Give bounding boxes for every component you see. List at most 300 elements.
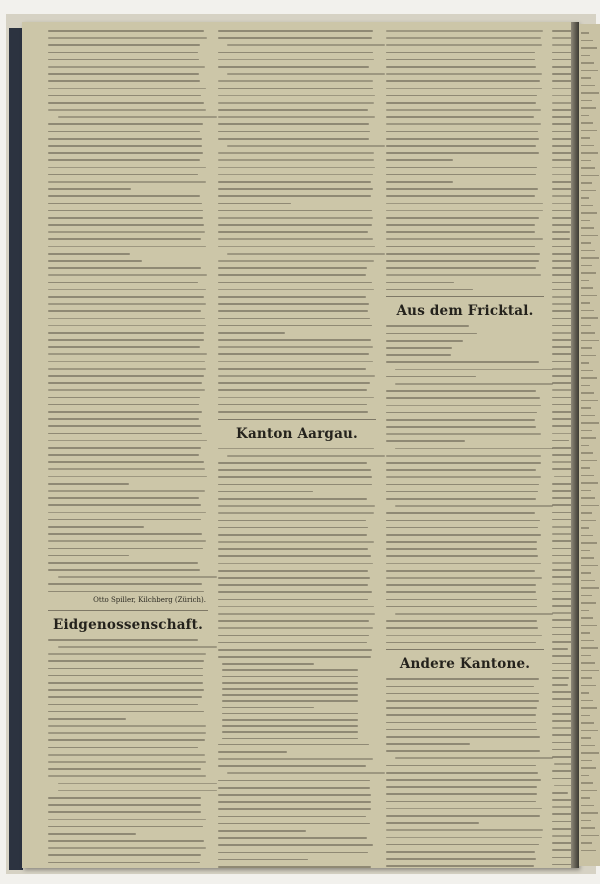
text-line [386,267,536,269]
text-line [386,591,536,593]
article-text-2 [48,639,208,868]
text-line [581,580,595,582]
text-line [386,548,537,550]
text-line [581,145,594,147]
text-line [218,613,375,615]
text-line [48,797,201,799]
text-line [386,253,540,255]
text-line [218,649,372,651]
text-line [386,347,452,349]
text-line [48,562,198,564]
text-line [581,835,599,837]
article-text-3 [218,30,376,413]
text-line [386,188,538,190]
text-line [48,88,206,90]
text-line [386,779,541,781]
text-line [386,476,541,478]
text-line [386,620,537,622]
text-line [581,47,597,49]
table-row [222,731,358,733]
article-text-6 [386,30,544,290]
text-line [581,115,589,117]
text-line [218,837,367,839]
text-line [581,362,589,364]
text-line [48,526,144,528]
text-line [218,584,368,586]
article-text-4 [218,448,376,658]
text-line [581,775,589,777]
text-line [48,411,202,413]
text-line [48,847,206,849]
text-line [581,700,593,702]
text-line [386,858,536,860]
text-line [48,52,198,54]
text-line [218,102,374,104]
text-line [48,310,201,312]
table-row [222,694,358,696]
text-line [218,375,375,377]
text-line [48,504,201,506]
text-line [386,642,536,644]
text-line [581,827,595,829]
text-line [386,289,473,291]
text-line [218,123,369,125]
text-line [227,253,385,255]
text-line [581,527,589,529]
text-line [581,280,589,282]
table-row [222,707,314,709]
text-line [218,238,373,240]
text-line [386,246,535,248]
text-line [386,844,539,846]
text-line [386,534,541,536]
text-line [581,790,597,792]
text-line [48,59,199,61]
text-line [552,648,568,650]
text-line [218,823,370,825]
text-line [386,102,536,104]
text-line [581,715,590,717]
text-line [386,786,537,788]
text-line [48,591,204,593]
text-line [218,159,374,161]
text-line [386,469,536,471]
text-line [48,540,206,542]
text-line [218,332,285,334]
text-line [581,250,595,252]
text-line [581,317,598,319]
text-line [581,692,589,694]
text-line [581,745,595,747]
text-line [218,606,374,608]
text-line [386,66,536,68]
text-line [581,445,589,447]
text-line [552,684,568,686]
text-line [581,100,592,102]
text-line [48,440,207,442]
text-line [218,282,372,284]
text-line [48,282,198,284]
text-line [386,577,542,579]
text-line [581,587,599,589]
text-line [48,768,201,770]
text-line [386,390,536,392]
text-line [48,747,198,749]
text-line [218,448,374,450]
text-line [386,541,537,543]
text-line [48,66,205,68]
text-line [386,282,454,284]
text-line [581,137,590,139]
text-line [386,195,535,197]
text-line [227,772,385,774]
text-line [386,52,535,54]
text-line [386,376,476,378]
text-line [581,167,595,169]
text-line [581,640,594,642]
section-heading-eidgenossenschaft: Eidgenossenschaft. [52,616,204,633]
text-line [218,303,369,305]
text-line [218,188,373,190]
text-line [581,820,591,822]
text-line [218,599,368,601]
adjacent-page-edge [579,24,600,866]
text-line [218,260,374,262]
text-line [48,754,205,756]
column-1 [48,30,208,868]
text-line [48,238,201,240]
text-line [386,865,534,867]
text-line [48,696,202,698]
text-line [581,310,594,312]
text-line [386,426,536,428]
text-line [48,318,205,320]
text-line [581,842,592,844]
text-line [218,116,375,118]
text-line [218,484,372,486]
text-line [386,131,538,133]
text-line [395,505,553,507]
text-line [48,346,200,348]
text-line [386,333,477,335]
text-line [581,197,589,199]
text-line [581,632,590,634]
text-line [48,483,129,485]
text-line [218,66,369,68]
text-line [218,52,373,54]
text-line [581,430,592,432]
text-line [581,272,596,274]
text-line [48,447,201,449]
text-line [581,655,591,657]
text-line [48,217,203,219]
text-line [581,752,599,754]
text-line [218,808,371,810]
text-line [218,325,372,327]
text-line [386,361,539,363]
text-line [218,296,366,298]
text-line [386,693,539,695]
text-line [386,181,453,183]
text-line [386,793,537,795]
text-line [218,548,368,550]
text-line [386,729,537,731]
text-line [218,346,373,348]
table-row [222,725,358,727]
text-line [48,361,205,363]
text-line [581,400,598,402]
text-line [218,231,368,233]
text-line [386,440,465,442]
text-line [48,569,200,571]
text-line [581,257,599,259]
text-line [386,238,543,240]
text-line [48,145,202,147]
text-line [227,44,385,46]
text-line [218,844,373,846]
text-line [227,73,384,75]
text-line [386,217,539,219]
text-line [48,653,206,655]
text-line [48,854,201,856]
text-line [218,397,374,399]
text-line [218,131,370,133]
text-line [581,572,591,574]
text-line [48,253,130,255]
column-2 [218,30,376,868]
text-line [581,812,598,814]
text-line [581,595,592,597]
text-line [386,801,536,803]
text-line [218,217,373,219]
text-line [581,332,595,334]
text-line [581,347,592,349]
text-line [48,555,129,557]
text-line [581,625,597,627]
text-line [48,44,200,46]
text-line [581,565,598,567]
text-line [386,274,541,276]
text-line [386,584,536,586]
text-line [218,491,313,493]
text-line [386,498,536,500]
table-row [222,738,358,740]
text-line [48,368,206,370]
text-line [386,167,537,169]
text-line [218,109,368,111]
text-line [218,570,368,572]
text-line [58,576,218,578]
article-text-8 [386,678,544,868]
text-line [48,188,131,190]
text-line [218,246,375,248]
text-line [48,389,205,391]
text-line [218,801,371,803]
text-line [386,555,538,557]
text-line [58,790,218,792]
text-line [386,109,541,111]
text-line [581,670,599,672]
text-line [48,203,202,205]
text-line [218,339,371,341]
text-line [552,677,569,679]
text-line [581,302,590,304]
text-line [581,647,598,649]
text-line [48,840,204,842]
text-line [48,739,205,741]
text-line [386,707,537,709]
text-line [395,383,553,385]
text-line [386,822,479,824]
text-line [581,505,599,507]
text-line [48,833,136,835]
text-line [386,224,535,226]
text-line [218,411,368,413]
text-line [581,385,590,387]
text-line [218,88,373,90]
text-line [386,116,534,118]
text-line [386,750,540,752]
text-line [386,405,541,407]
text-line [581,767,596,769]
text-line [552,231,570,233]
text-line [48,289,206,291]
text-line [581,377,597,379]
text-line [48,95,201,97]
text-line [386,354,451,356]
text-line [395,613,553,615]
text-line [581,467,590,469]
text-line [386,635,542,637]
text-line [218,289,374,291]
text-line [218,167,375,169]
text-line [581,550,590,552]
text-line [48,303,206,305]
text-line [48,102,204,104]
text-line [218,498,367,500]
text-line [386,570,535,572]
text-line [48,461,204,463]
text-line [581,497,595,499]
text-line [48,639,198,641]
text-line [386,174,536,176]
text-line [48,152,203,154]
text-line [386,95,537,97]
text-line [581,685,596,687]
text-line [386,772,538,774]
text-line [48,433,202,435]
section-divider [386,296,544,297]
text-line [386,491,538,493]
text-line [218,780,370,782]
text-line [386,743,470,745]
text-line [218,138,369,140]
text-line [581,70,598,72]
text-line [386,599,537,601]
text-line [395,369,552,371]
text-line [218,203,291,205]
text-line [581,730,598,732]
text-line [581,77,591,79]
text-line [386,88,542,90]
text-line [218,852,368,854]
text-line [581,370,593,372]
text-line [386,159,453,161]
text-line [218,476,372,478]
text-line [581,512,592,514]
text-line [48,260,142,262]
text-line [218,195,371,197]
text-line [581,662,595,664]
section-heading-fricktal: Aus dem Fricktal. [396,303,534,320]
text-line [48,689,204,691]
text-line [581,205,593,207]
text-line [218,181,371,183]
text-line [218,469,371,471]
text-line [386,80,540,82]
text-line [581,535,593,537]
text-line [581,557,594,559]
text-line [218,267,367,269]
text-line [581,340,599,342]
text-line [552,440,569,442]
text-line [48,296,204,298]
text-line [48,138,202,140]
text-line [581,475,594,477]
text-line [218,361,373,363]
text-line [48,131,200,133]
text-line [386,815,540,817]
text-line [218,577,370,579]
text-line [218,210,372,212]
text-line [48,668,203,670]
text-line [48,811,201,813]
text-line [218,368,366,370]
text-line [218,635,369,637]
table-row [222,663,314,665]
text-line [48,174,198,176]
text-line [48,533,202,535]
text-line [581,235,598,237]
text-line [48,224,204,226]
text-line [218,541,374,543]
text-line [386,152,539,154]
text-line [48,826,203,828]
text-line [386,462,541,464]
text-line [48,353,207,355]
text-line [48,210,203,212]
text-line [48,725,206,727]
text-line [48,339,204,341]
text-line [218,534,367,536]
table-row [222,682,358,684]
text-line [581,805,594,807]
text-line [218,310,368,312]
text-line [386,736,540,738]
text-line [581,422,599,424]
table-row [222,700,358,702]
text-line [218,462,367,464]
text-line [218,37,372,39]
text-line [218,505,375,507]
text-line [581,325,591,327]
text-line [386,520,540,522]
text-line [218,274,366,276]
text-line [48,30,204,32]
text-line [552,238,570,240]
text-line [48,109,206,111]
text-line [581,152,598,154]
